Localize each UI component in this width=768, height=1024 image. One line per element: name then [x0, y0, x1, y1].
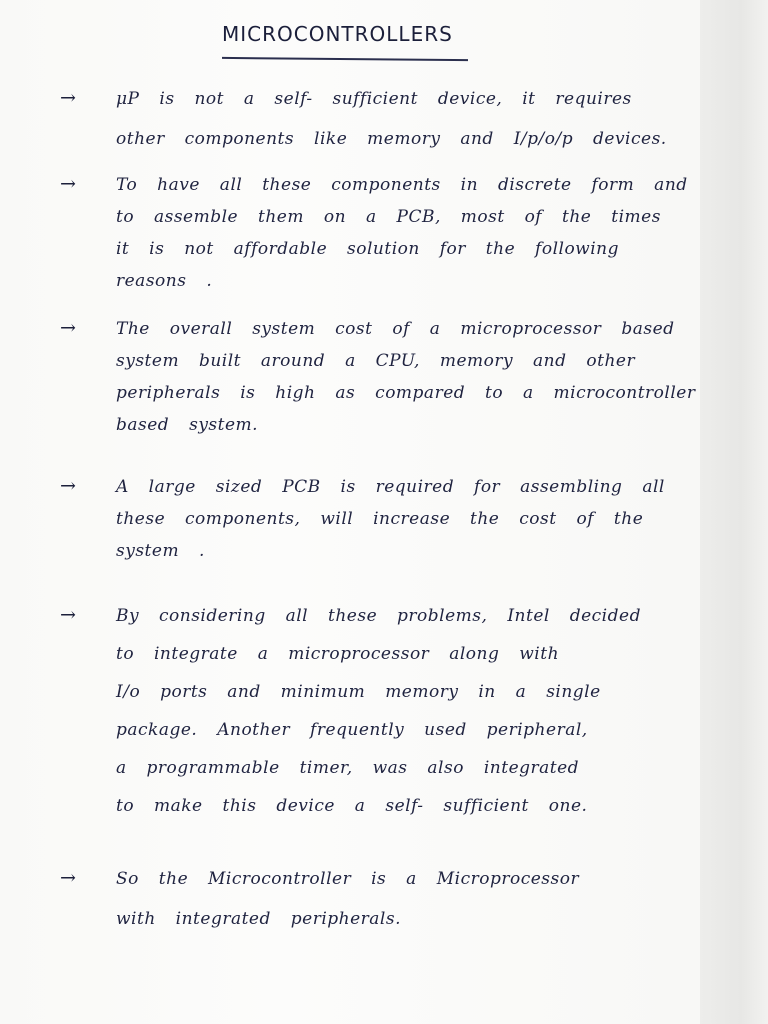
page-title: MICROCONTROLLERS	[222, 22, 453, 46]
text-line-content: A large sized PCB is required for assembling all	[116, 477, 665, 497]
text-line-content: package. Another frequently used peripheral,	[116, 720, 588, 740]
text-line	[60, 503, 700, 535]
text-line-content: peripherals is high as compared to a microcontroller	[116, 383, 696, 403]
paragraph-3	[60, 312, 700, 441]
arrow-bullet: →	[60, 173, 76, 195]
arrow-bullet: →	[60, 317, 76, 339]
text-line-content: based system.	[116, 415, 259, 435]
text-line-content: I/o ports and minimum memory in a single	[116, 682, 601, 702]
text-line	[60, 535, 700, 567]
text-line	[60, 82, 700, 115]
text-line-content: system built around a CPU, memory and other	[116, 351, 636, 371]
text-line-content: these components, will increase the cost of the	[116, 509, 644, 529]
text-line	[60, 596, 700, 635]
text-line	[60, 377, 700, 409]
text-line	[60, 899, 700, 939]
paragraph-1	[60, 82, 700, 155]
paragraph-4	[60, 470, 700, 567]
text-line	[60, 233, 700, 265]
text-line-content: reasons .	[116, 271, 213, 291]
paragraph-5	[60, 596, 700, 825]
text-line-content: other components like memory and I/p/o/p devices.	[116, 129, 667, 149]
arrow-bullet: →	[60, 867, 76, 889]
paragraph-2	[60, 168, 700, 297]
text-line	[60, 312, 700, 345]
text-line	[60, 168, 700, 201]
text-line	[60, 201, 700, 233]
text-line-content: to integrate a microprocessor along with	[116, 644, 560, 664]
arrow-bullet: →	[60, 87, 76, 109]
paragraph-6	[60, 858, 700, 939]
text-line-content: By considering all these problems, Intel decided	[116, 606, 641, 626]
text-line	[60, 711, 700, 749]
text-line-content: system .	[116, 541, 205, 561]
text-line	[60, 749, 700, 787]
text-line-content: a programmable timer, was also integrated	[116, 758, 580, 778]
text-line	[60, 673, 700, 711]
text-line	[60, 787, 700, 825]
text-line-content: So the Microcontroller is a Microprocessor	[116, 869, 580, 889]
text-line-content: with integrated peripherals.	[116, 909, 401, 929]
text-line	[60, 123, 700, 155]
text-line	[60, 265, 700, 297]
text-line	[60, 635, 700, 673]
text-line	[60, 470, 700, 503]
text-line-content: To have all these components in discrete form and	[116, 175, 688, 195]
text-line-content: μP is not a self- sufficient device, it requires	[116, 89, 632, 109]
arrow-bullet: →	[60, 604, 76, 626]
arrow-bullet: →	[60, 475, 76, 497]
text-line-content: The overall system cost of a microprocessor based	[116, 319, 675, 339]
text-line-content: to make this device a self- sufficient one.	[116, 796, 588, 816]
text-line	[60, 409, 700, 441]
text-line-content: to assemble them on a PCB, most of the times	[116, 207, 661, 227]
text-line	[60, 345, 700, 377]
text-line	[60, 858, 700, 899]
text-line-content: it is not affordable solution for the following	[116, 239, 619, 259]
page-edge	[700, 0, 768, 1024]
